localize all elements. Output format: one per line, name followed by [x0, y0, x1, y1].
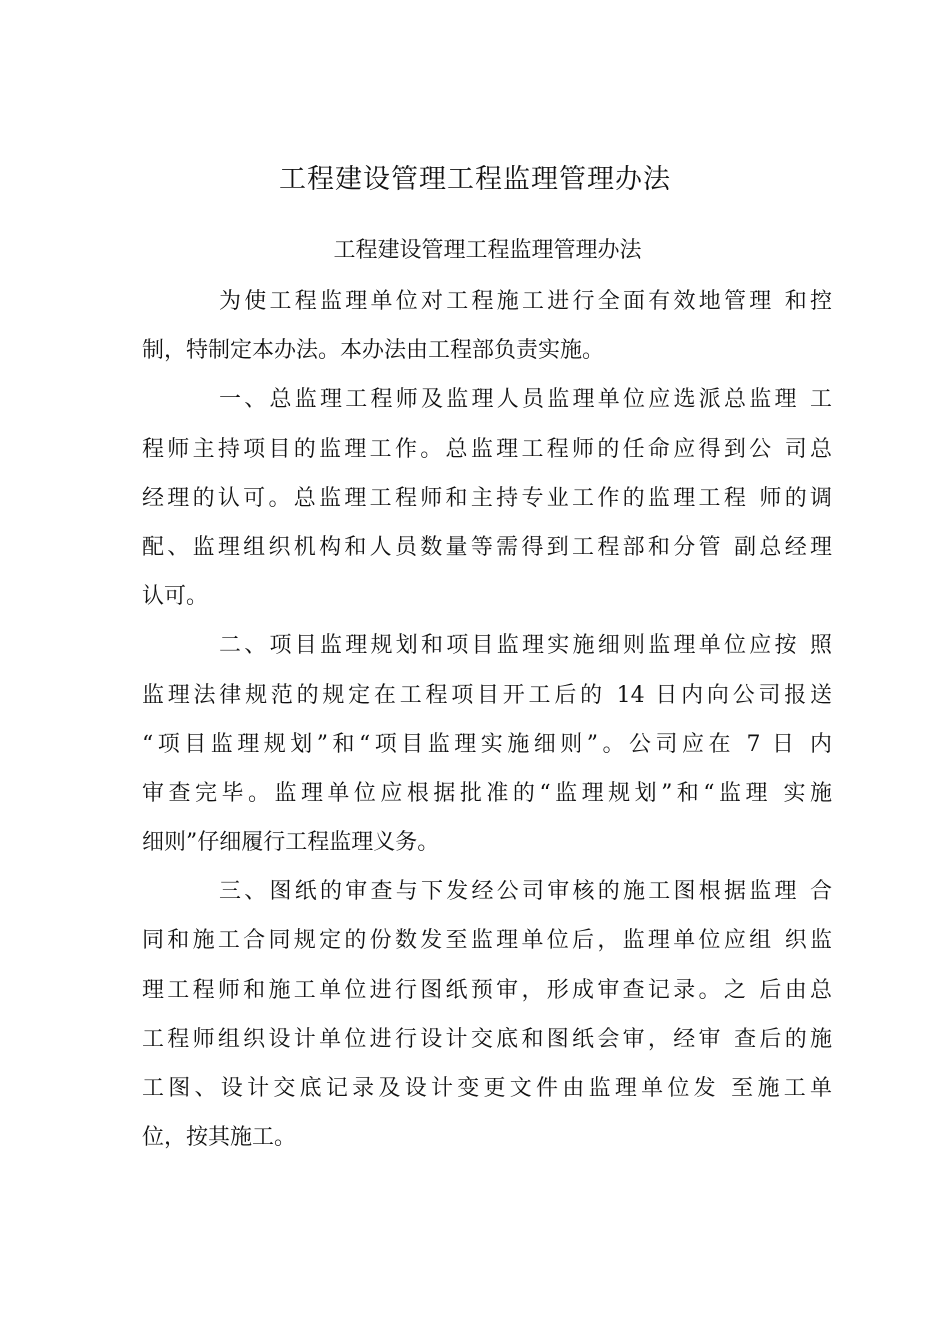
paragraph-line: 一、总监理工程师及监理人员监理单位应选派总监理 工	[219, 387, 832, 413]
paragraph-line: 认可。	[142, 584, 209, 610]
paragraph-line: 工图、设计交底记录及设计变更文件由监理单位发 至施工单	[142, 1076, 832, 1101]
document-title: 工程建设管理工程监理管理办法	[279, 164, 671, 195]
paragraph-line: 为使工程监理单位对工程施工进行全面有效地管理 和控	[219, 289, 832, 314]
paragraph-line: 经理的认可。总监理工程师和主持专业工作的监理工程 师的调	[142, 485, 832, 511]
document-body	[142, 282, 832, 1167]
paragraph-line: “项目监理规划”和“项目监理实施细则”。公司应在 7 日 内	[142, 731, 832, 757]
document-subtitle: 工程建设管理工程监理管理办法	[333, 238, 642, 263]
paragraph-line: 细则”仔细履行工程监理义务。	[142, 830, 440, 856]
paragraph-line: 制，特制定本办法。本办法由工程部负责实施。	[142, 338, 605, 364]
paragraph-line: 位，按其施工。	[142, 1125, 297, 1151]
paragraph-line: 审查完毕。监理单位应根据批准的“监理规划”和“监理 实施	[142, 780, 832, 806]
paragraph-section-2	[142, 626, 832, 872]
paragraph-line: 二、项目监理规划和项目监理实施细则监理单位应按 照	[219, 633, 832, 659]
paragraph-line: 配、监理组织机构和人员数量等需得到工程部和分管 副总经理	[142, 534, 832, 560]
paragraph-line: 监理法律规范的规定在工程项目开工后的 14 日内向公司报送	[142, 682, 832, 708]
paragraph-line: 程师主持项目的监理工作。总监理工程师的任命应得到公 司总	[142, 436, 832, 462]
paragraph-line: 工程师组织设计单位进行设计交底和图纸会审，经审 查后的施	[142, 1026, 832, 1052]
paragraph-section-1	[142, 380, 832, 626]
paragraph-section-3	[142, 872, 832, 1167]
paragraph-line: 同和施工合同规定的份数发至监理单位后，监理单位应组 织监	[142, 928, 832, 954]
paragraph-line: 三、图纸的审查与下发经公司审核的施工图根据监理 合	[219, 879, 832, 905]
paragraph-line: 理工程师和施工单位进行图纸预审，形成审查记录。之 后由总	[142, 977, 832, 1003]
paragraph-intro	[142, 282, 832, 380]
